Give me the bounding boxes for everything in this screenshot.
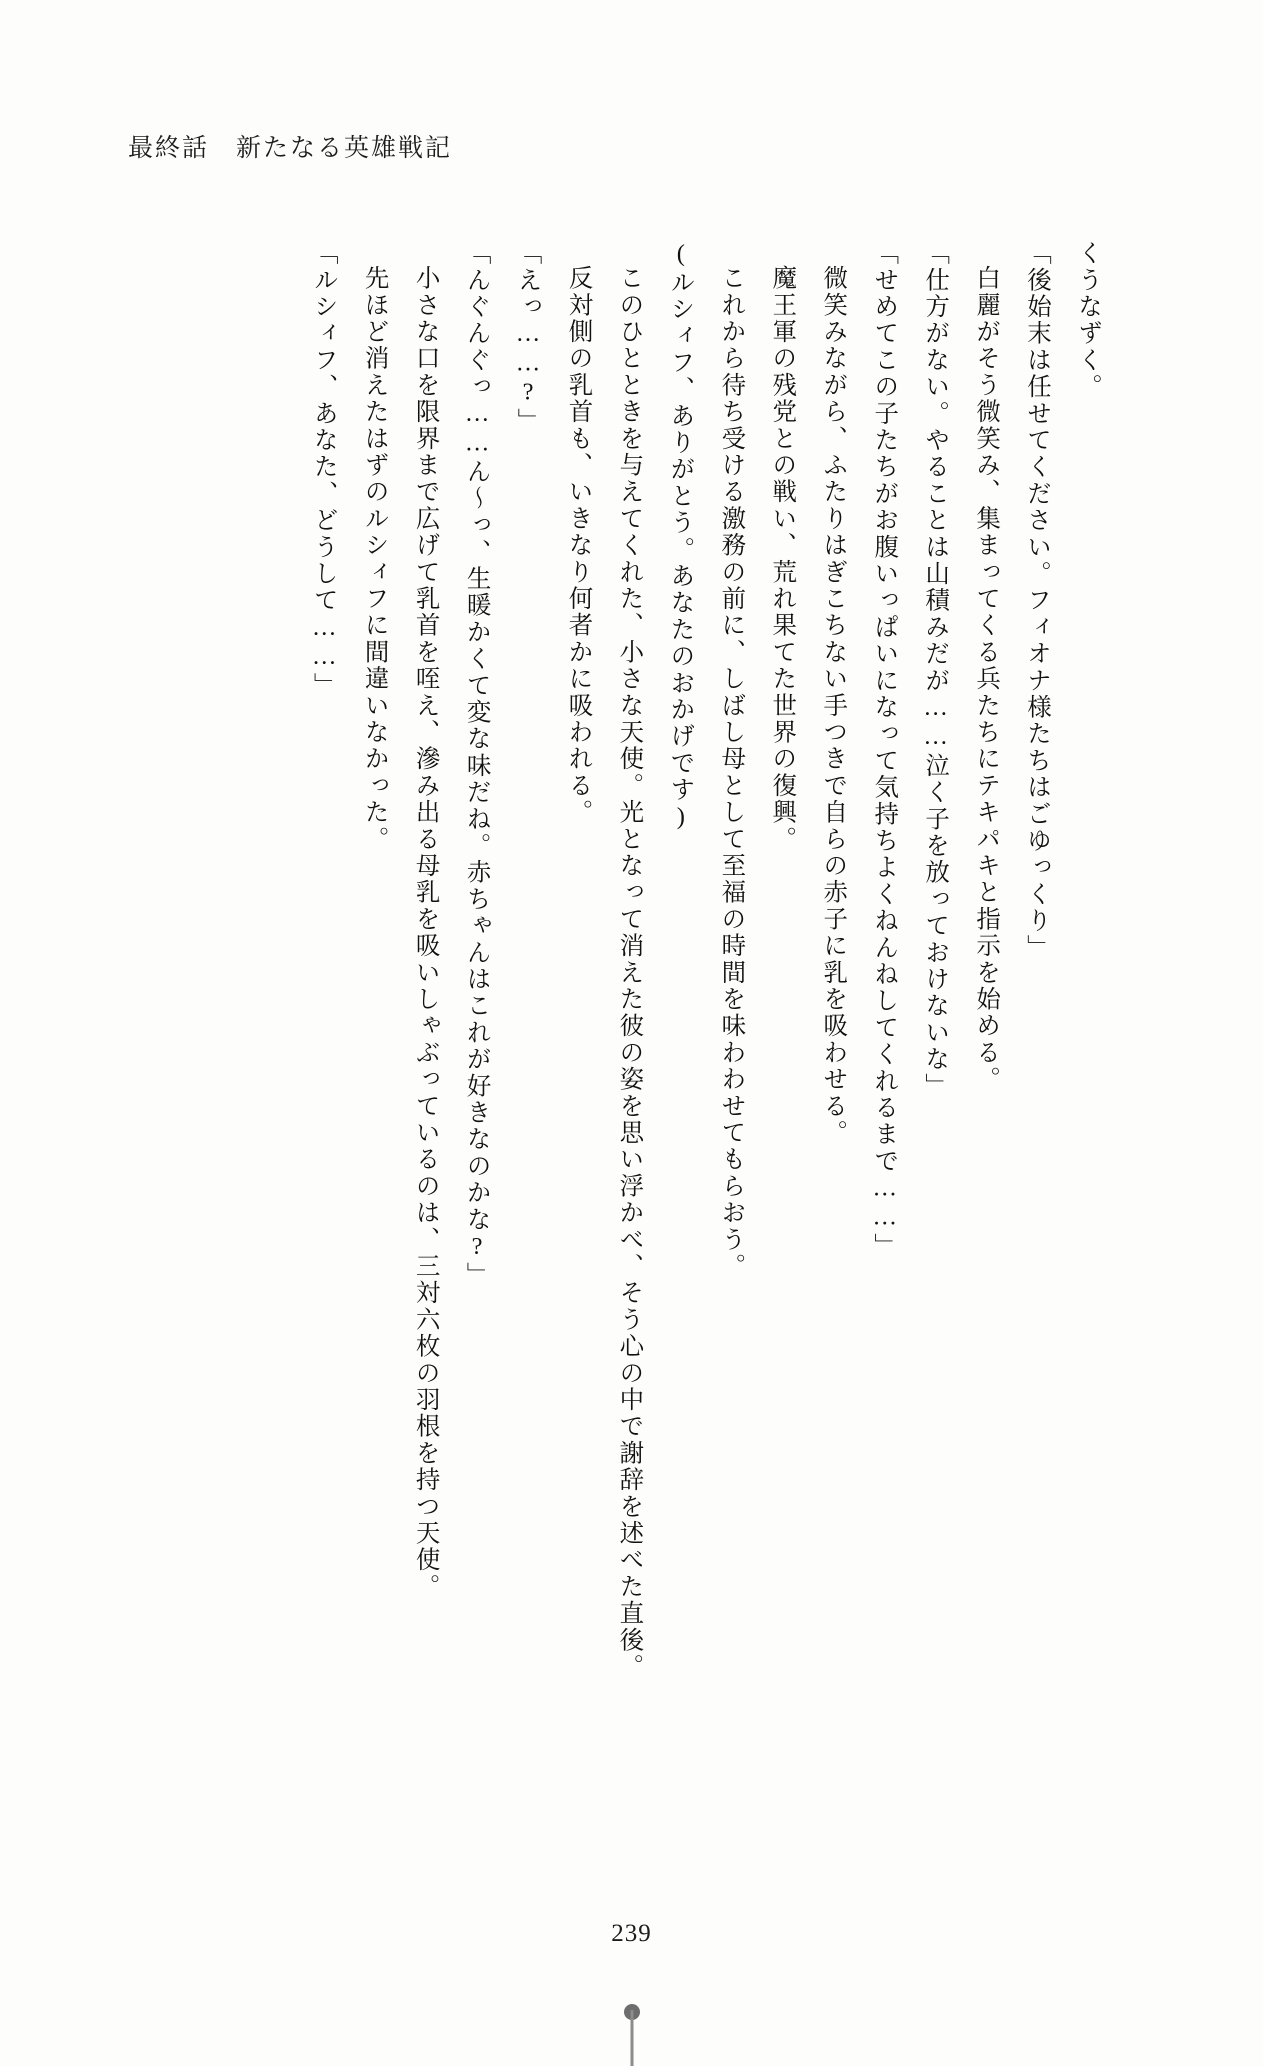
paragraph: (ルシィフ、ありがとう。あなたのおかげです) <box>667 240 695 833</box>
paragraph: 「仕方がない。やることは山積みだが……泣く子を放っておけないな」 <box>922 240 950 1100</box>
page-number: 239 <box>611 1920 652 1947</box>
body-text-vertical <box>298 240 1113 1800</box>
paragraph: 先ほど消えたはずのルシィフに間違いなかった。 <box>361 264 389 852</box>
paragraph: 微笑みながら、ふたりはぎこちない手つきで自らの赤子に乳を吸わせる。 <box>820 264 848 1146</box>
paragraph: 「んぐんぐっ……ん〜っ、生暖かくて変な味だね。赤ちゃんはこれが好きなのかな?」 <box>463 240 491 1289</box>
paragraph: 「後始末は任せてください。フィオナ様たちはごゆっくり」 <box>1024 240 1052 961</box>
paragraph: 白麗がそう微笑み、集まってくる兵たちにテキパキと指示を始める。 <box>973 264 1001 1093</box>
paragraph: これから待ち受ける激務の前に、しばし母として至福の時間を味わわせてもらおう。 <box>718 264 746 1280</box>
binding-line-mark <box>630 2010 633 2066</box>
paragraph: このひとときを与えてくれた、小さな天使。光となって消えた彼の姿を思い浮かべ、そう心の中で謝辞を述べた直後。 <box>616 264 644 1680</box>
paragraph: 「えっ……?」 <box>514 240 542 435</box>
chapter-header: 最終話 新たなる英雄戦記 <box>128 135 453 162</box>
paragraph: 反対側の乳首も、いきなり何者かに吸われる。 <box>565 264 593 826</box>
paragraph: 魔王軍の残党との戦い、荒れ果てた世界の復興。 <box>769 264 797 852</box>
paragraph: くうなずく。 <box>1075 240 1102 401</box>
paragraph: 「ルシィフ、あなた、どうして……」 <box>310 240 338 699</box>
paragraph: 「せめてこの子たちがお腹いっぱいになって気持ちよくねんねしてくれるまで……」 <box>871 240 899 1260</box>
paragraph: 小さな口を限界まで広げて乳首を咥え、滲み出る母乳を吸いしゃぶっているのは、三対六枚の羽根を持つ天使。 <box>412 264 440 1600</box>
